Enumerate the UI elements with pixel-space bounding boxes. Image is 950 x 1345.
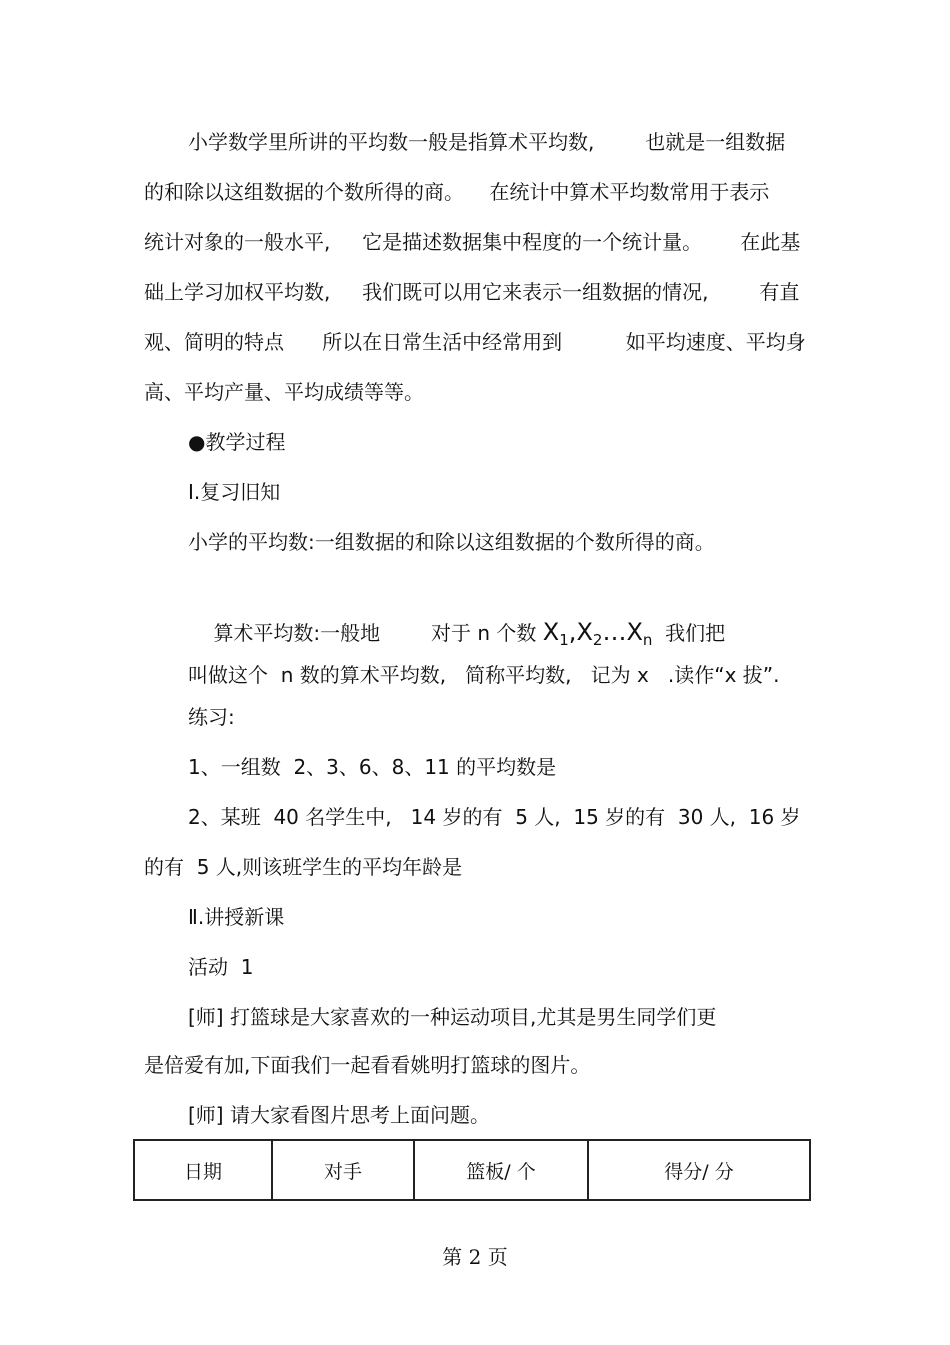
- math-sub-n: n: [642, 631, 653, 649]
- section-review-title: Ⅰ.复习旧知: [188, 480, 281, 504]
- math-var-xn: X: [626, 618, 643, 646]
- intro-line-1: 小学数学里所讲的平均数一般是指算术平均数, 也就是一组数据: [188, 130, 786, 154]
- math-var-x2: X: [576, 618, 593, 646]
- table-header-rebounds: 篮板/ 个: [414, 1140, 588, 1200]
- math-ellipsis: …: [602, 618, 627, 646]
- primary-average-definition: 小学的平均数:一组数据的和除以这组数据的个数所得的商。: [188, 530, 715, 554]
- intro-line-5: 观、简明的特点 所以在日常生活中经常用到 如平均速度、平均身: [144, 330, 806, 354]
- intro-line-4: 础上学习加权平均数, 我们既可以用它来表示一组数据的情况, 有直: [144, 280, 800, 304]
- heading-teaching-process: ●教学过程: [188, 430, 286, 454]
- practice-question-2-line-2: 的有 5 人,则该班学生的平均年龄是: [144, 855, 463, 879]
- arith-prefix: 算术平均数:一般地 对于 n 个数: [213, 621, 543, 645]
- section-new-lesson-title: Ⅱ.讲授新课: [188, 905, 285, 929]
- practice-label: 练习:: [188, 705, 235, 729]
- intro-line-3: 统计对象的一般水平, 它是描述数据集中程度的一个统计量。 在此基: [144, 230, 801, 254]
- practice-question-2-line-1: 2、某班 40 名学生中, 14 岁的有 5 人, 15 岁的有 30 人, 16 岁: [188, 805, 801, 829]
- math-comma: ,: [568, 618, 577, 646]
- table-header-opponent: 对手: [272, 1140, 414, 1200]
- table-header-row: [134, 1140, 810, 1200]
- intro-line-2: 的和除以这组数据的个数所得的商。 在统计中算术平均数常用于表示: [144, 180, 770, 204]
- game-stats-table: [133, 1139, 811, 1201]
- practice-question-1: 1、一组数 2、3、6、8、11 的平均数是: [188, 755, 557, 779]
- intro-line-6: 高、平均产量、平均成绩等等。: [144, 380, 424, 404]
- teacher-remark-1-line-2: 是倍爱有加,下面我们一起看看姚明打篮球的图片。: [144, 1053, 591, 1077]
- math-sub-2: 2: [592, 631, 603, 649]
- arith-suffix: 我们把: [652, 621, 726, 645]
- activity-title: 活动 1: [188, 955, 254, 979]
- math-var-x1: X: [542, 618, 560, 646]
- arithmetic-average-notation: 叫做这个 n 数的算术平均数, 简称平均数, 记为 x .读作“x 拔”.: [188, 663, 780, 687]
- teacher-remark-2: [师] 请大家看图片思考上面问题。: [188, 1103, 490, 1127]
- teacher-remark-1-line-1: [师] 打篮球是大家喜欢的一种运动项目,尤其是男生同学们更: [188, 1005, 717, 1029]
- page-number: 第 2 页: [442, 1245, 508, 1269]
- table-header-points: 得分/ 分: [588, 1140, 810, 1200]
- table-header-date: 日期: [134, 1140, 272, 1200]
- math-sub-1: 1: [559, 631, 569, 649]
